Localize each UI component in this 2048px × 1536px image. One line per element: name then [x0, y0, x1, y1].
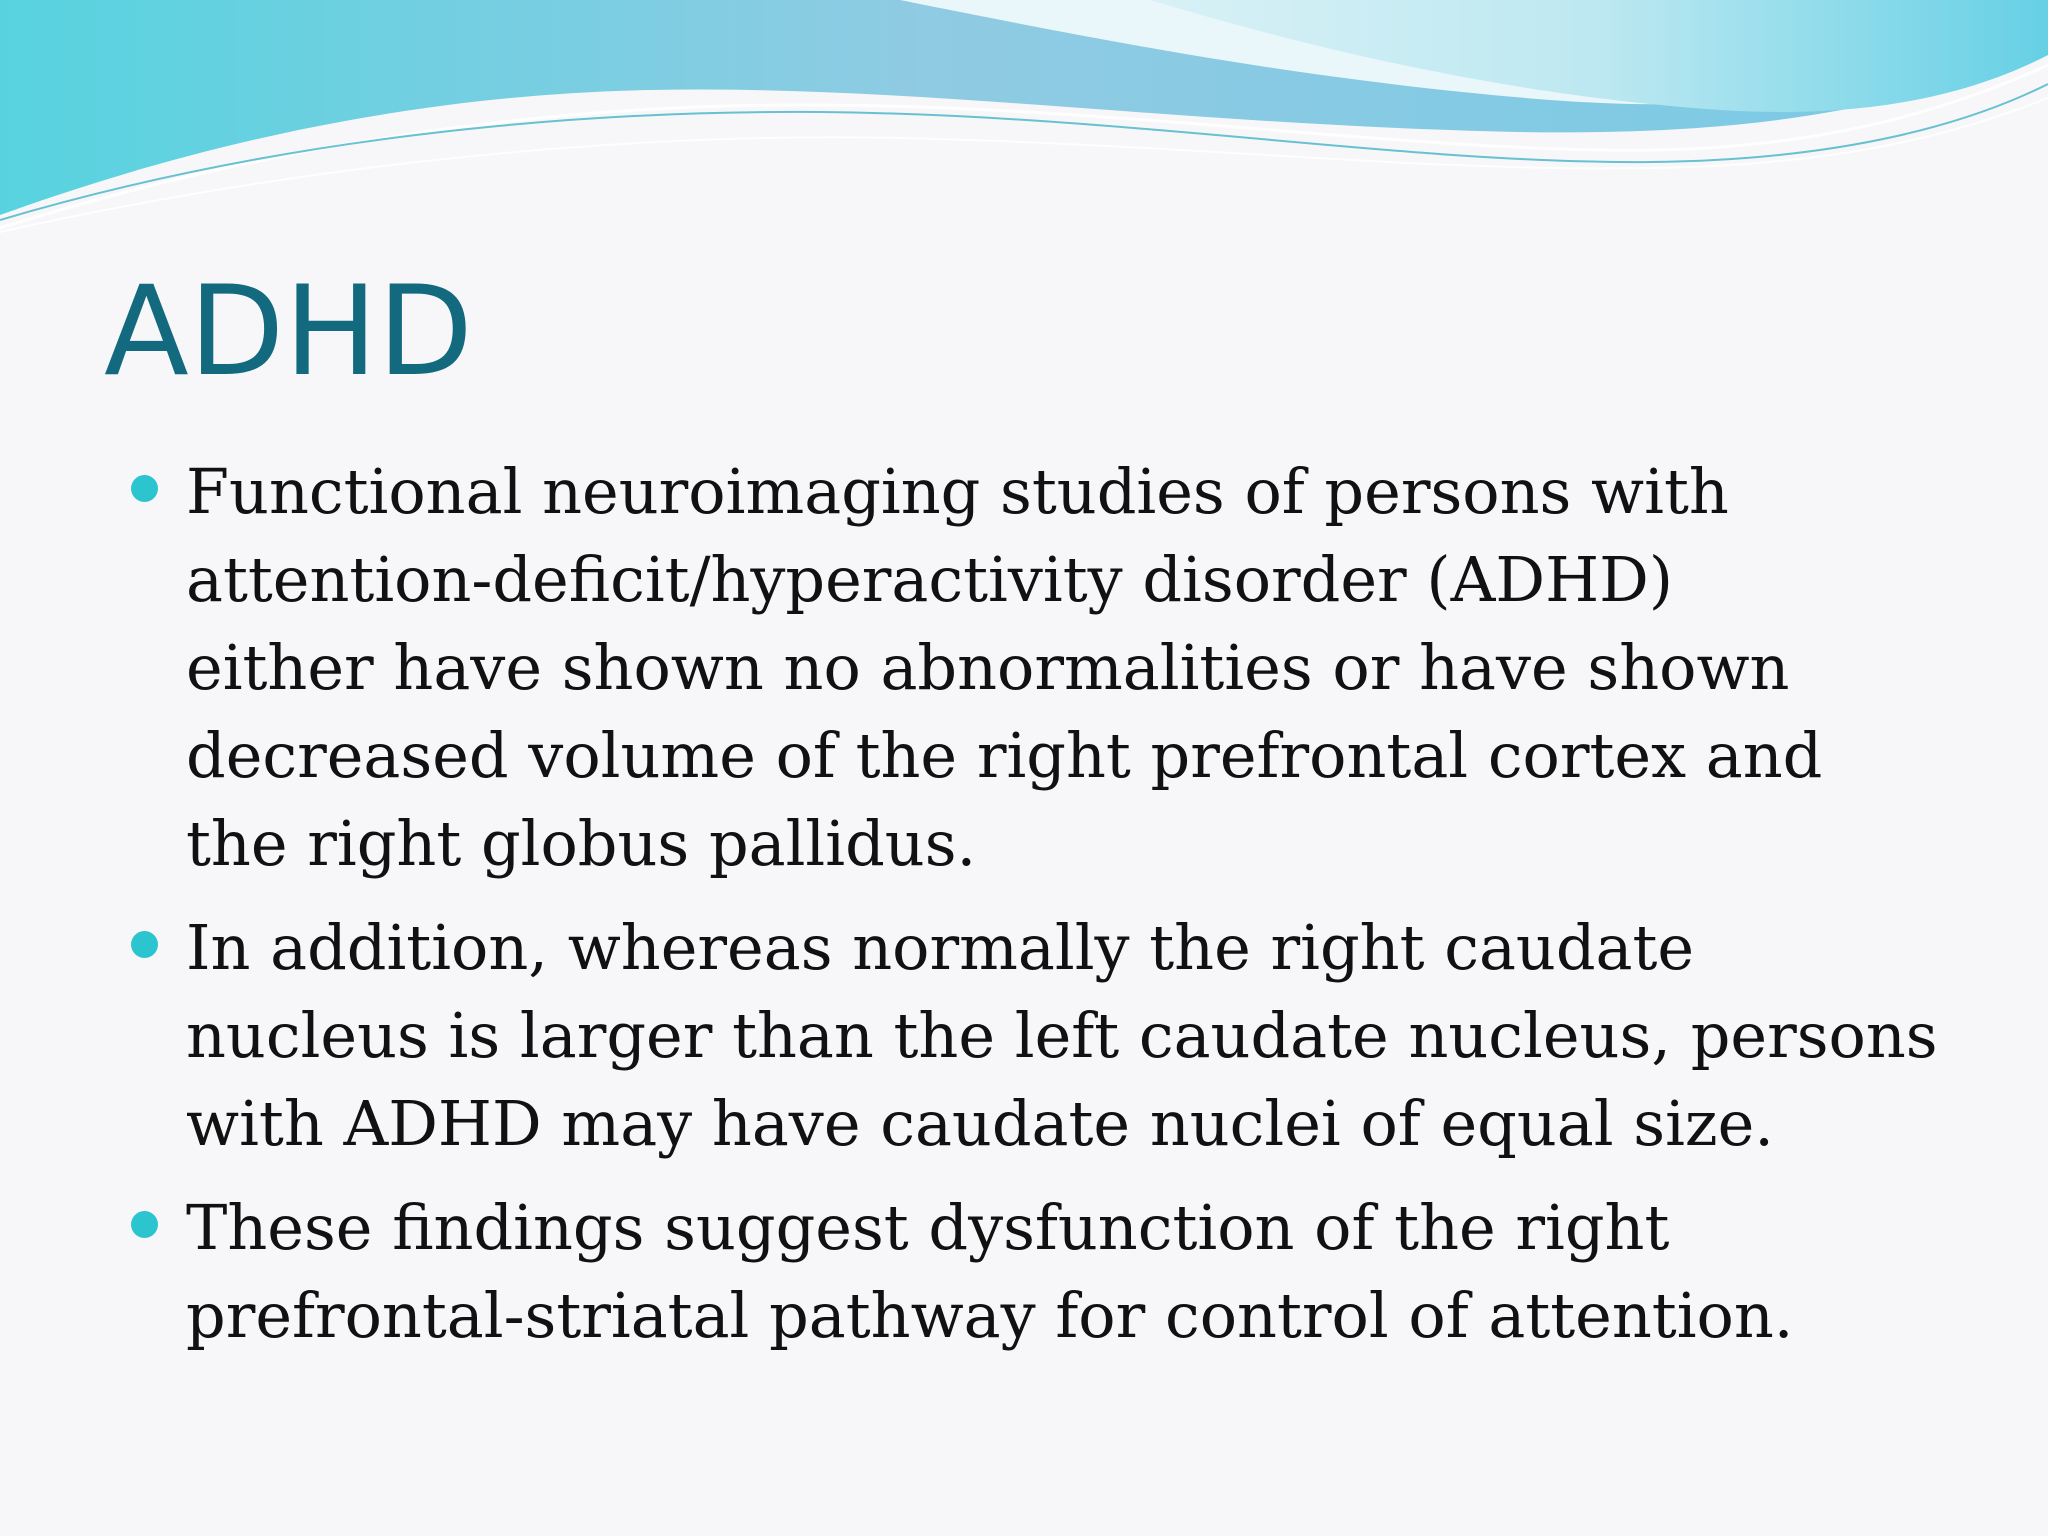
- slide-title: ADHD: [104, 260, 474, 404]
- bullet-item: [0, 904, 1986, 1168]
- bullet-dot-icon: [131, 931, 158, 958]
- bullet-line: attention-deficit/hyperactivity disorder (ADHD): [186, 543, 1674, 616]
- header-wave-decoration: [0, 0, 2048, 240]
- bullet-text: [186, 1184, 1986, 1360]
- bullet-line: These findings suggest dysfunction of the right: [186, 1191, 1670, 1264]
- bullet-list: [0, 448, 1986, 1376]
- bullet-line: nucleus is larger than the left caudate nucleus, persons: [186, 999, 1938, 1072]
- bullet-text: [186, 904, 1986, 1168]
- bullet-line: prefrontal-striatal pathway for control of attention.: [186, 1279, 1794, 1352]
- bullet-item: [0, 1184, 1986, 1360]
- bullet-line: either have shown no abnormalities or have shown: [186, 631, 1790, 704]
- bullet-dot-icon: [131, 475, 158, 502]
- bullet-line: In addition, whereas normally the right caudate: [186, 911, 1695, 984]
- bullet-dot-icon: [131, 1211, 158, 1238]
- bullet-line: the right globus pallidus.: [186, 807, 977, 880]
- bullet-text: [186, 448, 1986, 888]
- bullet-line: Functional neuroimaging studies of persons with: [186, 455, 1729, 528]
- bullet-line: decreased volume of the right prefrontal cortex and: [186, 719, 1823, 792]
- bullet-item: [0, 448, 1986, 888]
- bullet-line: with ADHD may have caudate nuclei of equal size.: [186, 1087, 1774, 1160]
